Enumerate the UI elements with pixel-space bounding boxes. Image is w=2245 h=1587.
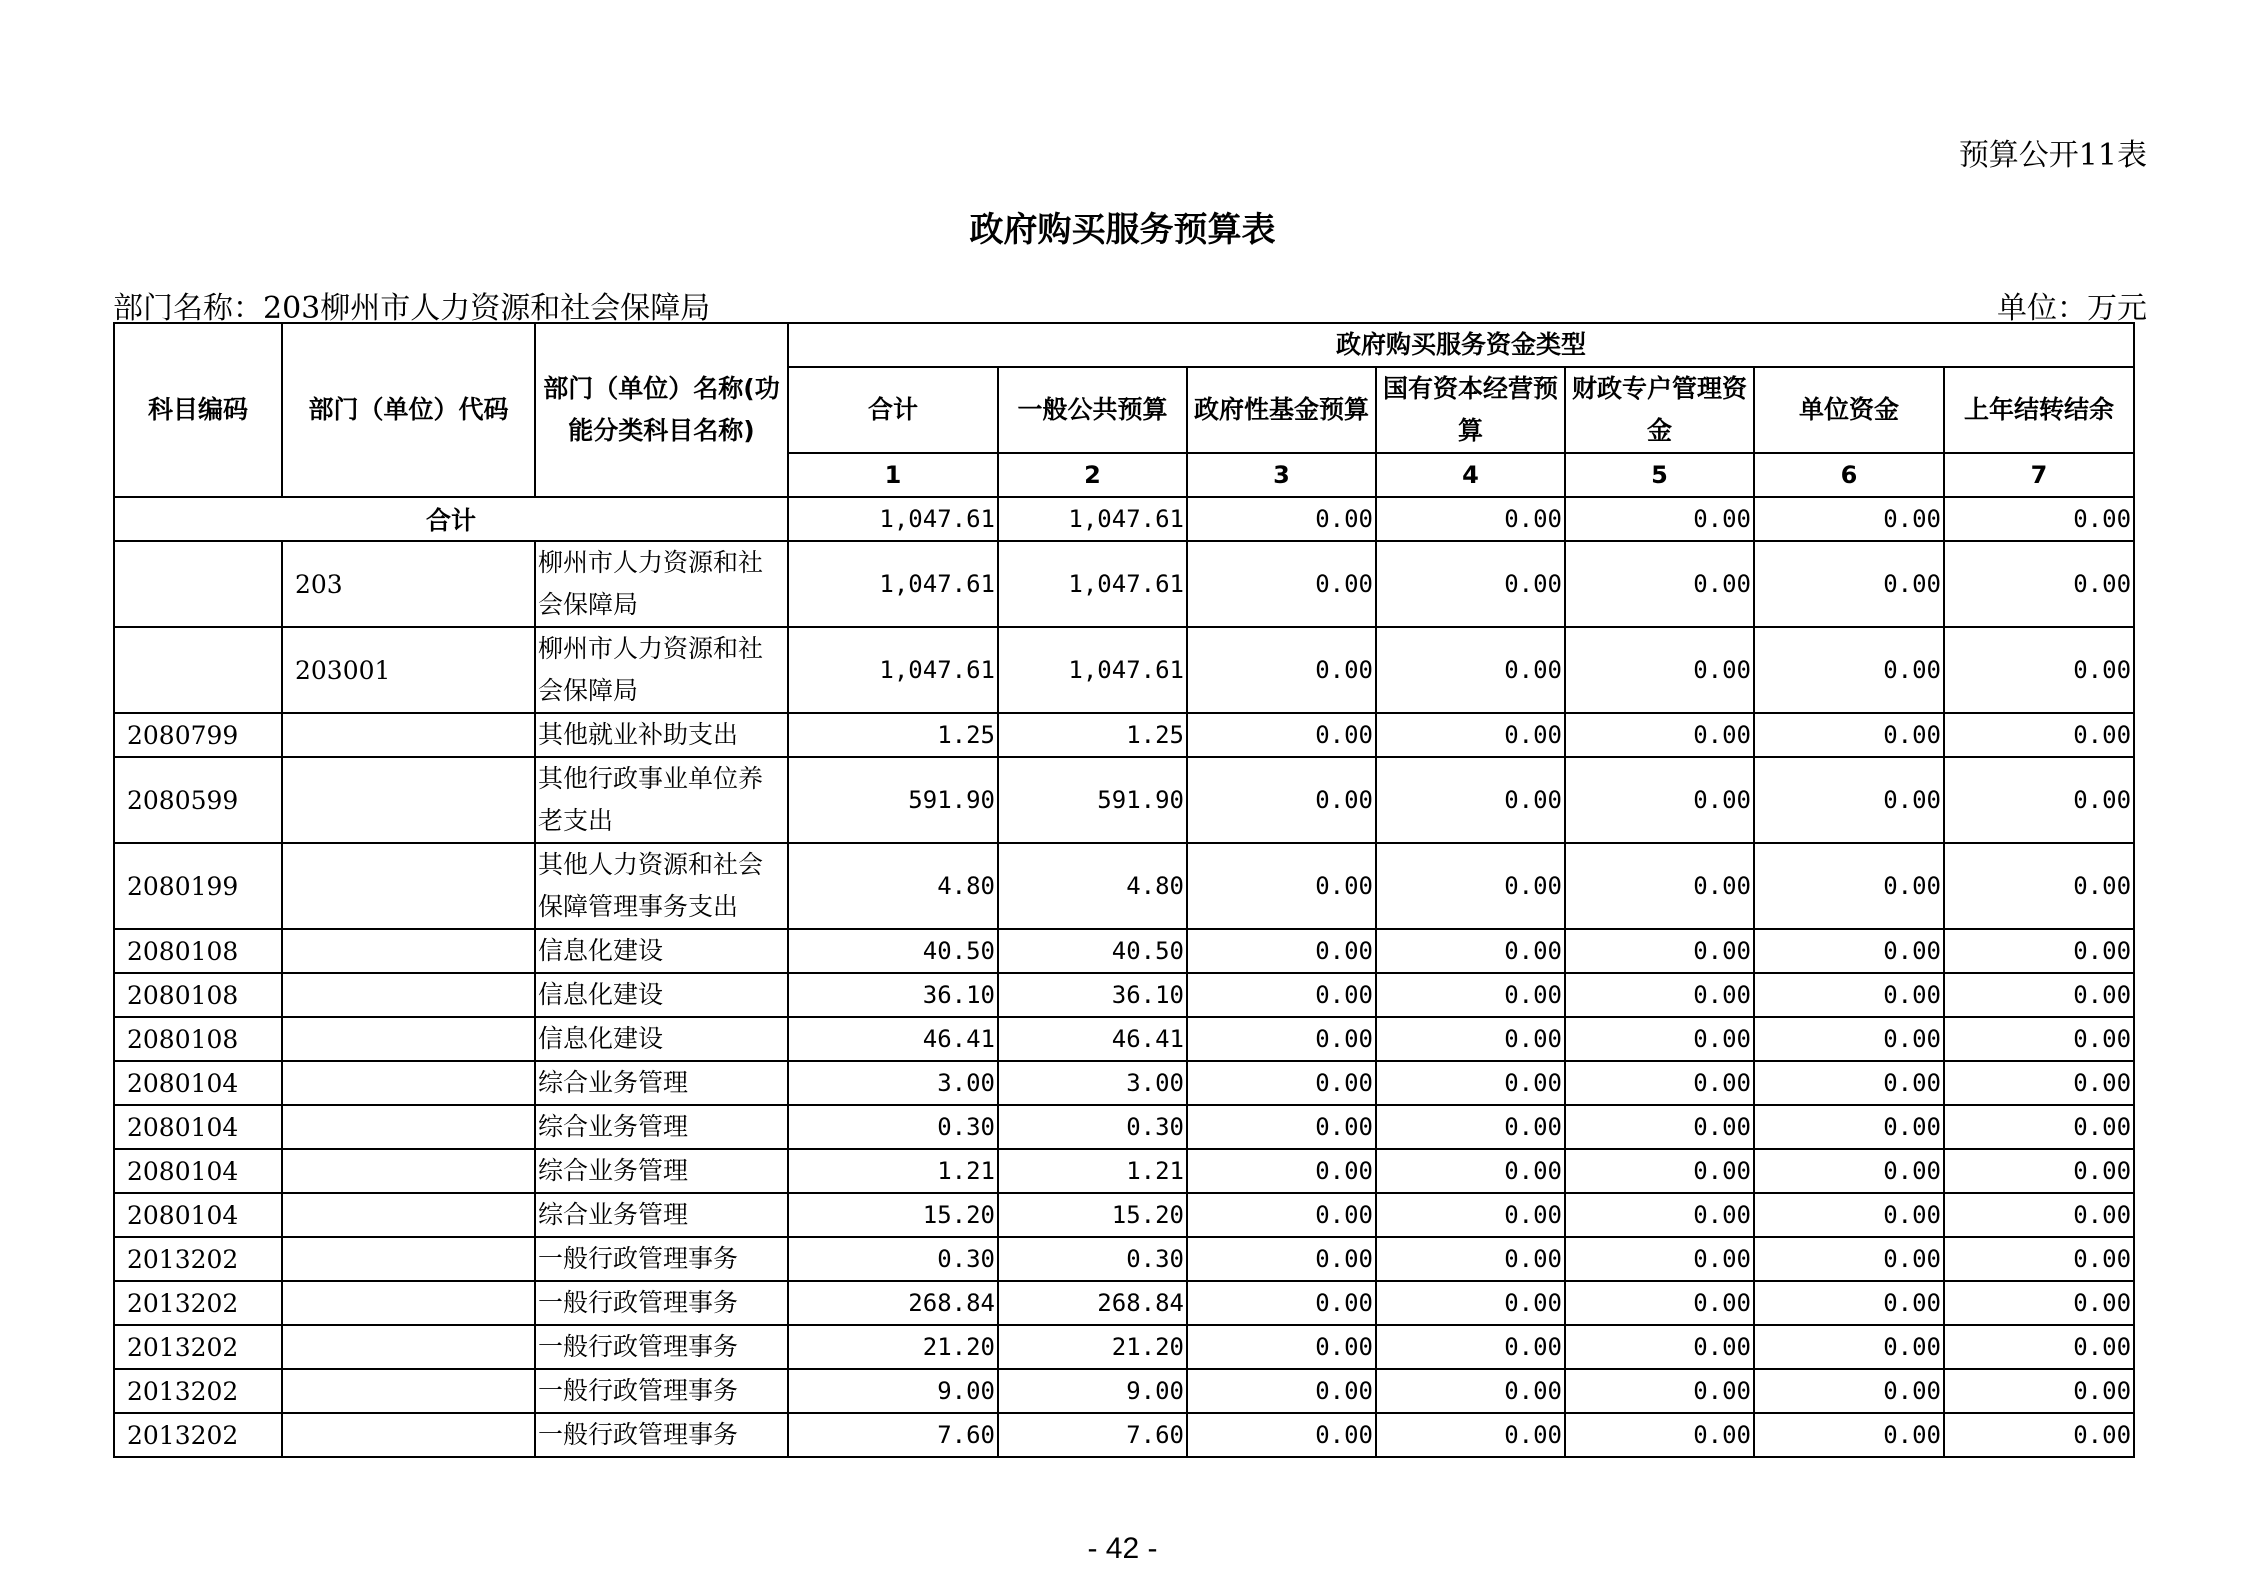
amount-cell: 0.00 xyxy=(1376,713,1565,757)
subject-code-cell: 2080199 xyxy=(114,843,282,929)
budget-table xyxy=(113,322,2135,1458)
total-value: 0.00 xyxy=(1754,497,1944,541)
dept-code-cell xyxy=(282,1193,535,1237)
dept-code-cell xyxy=(282,713,535,757)
amount-cell: 0.00 xyxy=(1944,1061,2134,1105)
amount-cell: 0.00 xyxy=(1376,1149,1565,1193)
amount-cell: 9.00 xyxy=(998,1369,1187,1413)
amount-cell: 1.25 xyxy=(788,713,998,757)
dept-code-cell xyxy=(282,973,535,1017)
subject-code-cell: 2080799 xyxy=(114,713,282,757)
amount-cell: 0.00 xyxy=(1376,1061,1565,1105)
amount-cell: 0.00 xyxy=(1944,1325,2134,1369)
amount-cell: 0.00 xyxy=(1376,1105,1565,1149)
subject-code-cell: 2013202 xyxy=(114,1325,282,1369)
amount-cell: 0.00 xyxy=(1754,1193,1944,1237)
amount-cell: 0.00 xyxy=(1376,1237,1565,1281)
header-dept-name: 部门（单位）名称(功能分类科目名称) xyxy=(535,323,788,497)
total-value: 0.00 xyxy=(1376,497,1565,541)
amount-cell: 1.21 xyxy=(998,1149,1187,1193)
amount-cell: 21.20 xyxy=(998,1325,1187,1369)
dept-name-cell: 一般行政管理事务 xyxy=(535,1325,788,1369)
amount-cell: 0.00 xyxy=(1187,1281,1376,1325)
amount-cell: 0.30 xyxy=(788,1237,998,1281)
subject-code-cell: 2080104 xyxy=(114,1149,282,1193)
header-col-number: 5 xyxy=(1565,453,1754,497)
table-row xyxy=(114,1281,2134,1325)
amount-cell: 0.00 xyxy=(1187,1149,1376,1193)
dept-name-cell: 其他就业补助支出 xyxy=(535,713,788,757)
amount-cell: 0.00 xyxy=(1376,843,1565,929)
amount-cell: 0.00 xyxy=(1944,1193,2134,1237)
subject-code-cell: 2080108 xyxy=(114,929,282,973)
table-row xyxy=(114,1061,2134,1105)
table-row xyxy=(114,843,2134,929)
amount-cell: 0.00 xyxy=(1376,757,1565,843)
amount-cell: 0.00 xyxy=(1944,1105,2134,1149)
subject-code-cell xyxy=(114,627,282,713)
amount-cell: 4.80 xyxy=(788,843,998,929)
amount-cell: 0.00 xyxy=(1754,1237,1944,1281)
amount-cell: 0.00 xyxy=(1754,1017,1944,1061)
dept-name-cell: 综合业务管理 xyxy=(535,1105,788,1149)
subject-code-cell: 2080104 xyxy=(114,1061,282,1105)
subject-code-cell: 2080599 xyxy=(114,757,282,843)
amount-cell: 0.00 xyxy=(1944,713,2134,757)
subject-code-cell: 2013202 xyxy=(114,1281,282,1325)
subject-code-cell: 2013202 xyxy=(114,1413,282,1457)
total-row xyxy=(114,497,2134,541)
amount-cell: 0.00 xyxy=(1565,1369,1754,1413)
table-row xyxy=(114,757,2134,843)
amount-cell: 0.00 xyxy=(1187,541,1376,627)
dept-code-cell xyxy=(282,1325,535,1369)
amount-cell: 36.10 xyxy=(788,973,998,1017)
amount-cell: 0.00 xyxy=(1187,973,1376,1017)
amount-cell: 0.00 xyxy=(1754,973,1944,1017)
header-col-unit-funds: 单位资金 xyxy=(1754,367,1944,453)
amount-cell: 0.00 xyxy=(1565,1105,1754,1149)
header-col-number: 4 xyxy=(1376,453,1565,497)
table-row xyxy=(114,1017,2134,1061)
amount-cell: 0.00 xyxy=(1754,1061,1944,1105)
amount-cell: 0.00 xyxy=(1187,1413,1376,1457)
amount-cell: 0.00 xyxy=(1376,541,1565,627)
table-number: 预算公开11表 xyxy=(1958,138,2147,173)
amount-cell: 0.00 xyxy=(1187,1325,1376,1369)
table-row xyxy=(114,1105,2134,1149)
amount-cell: 0.00 xyxy=(1565,757,1754,843)
header-subject-code: 科目编码 xyxy=(114,323,282,497)
total-value: 1,047.61 xyxy=(998,497,1187,541)
dept-name-cell: 综合业务管理 xyxy=(535,1061,788,1105)
amount-cell: 0.00 xyxy=(1376,1325,1565,1369)
amount-cell: 0.00 xyxy=(1376,973,1565,1017)
amount-cell: 0.00 xyxy=(1565,973,1754,1017)
amount-cell: 0.00 xyxy=(1944,1237,2134,1281)
amount-cell: 0.00 xyxy=(1944,541,2134,627)
header-col-total: 合计 xyxy=(788,367,998,453)
header-col-general-budget: 一般公共预算 xyxy=(998,367,1187,453)
amount-cell: 0.00 xyxy=(1944,929,2134,973)
dept-name-cell: 一般行政管理事务 xyxy=(535,1281,788,1325)
dept-name-cell: 一般行政管理事务 xyxy=(535,1369,788,1413)
amount-cell: 1.25 xyxy=(998,713,1187,757)
amount-cell: 0.00 xyxy=(1565,1149,1754,1193)
amount-cell: 0.00 xyxy=(1376,1193,1565,1237)
dept-code-cell xyxy=(282,1105,535,1149)
amount-cell: 0.00 xyxy=(1944,1149,2134,1193)
amount-cell: 0.00 xyxy=(1754,541,1944,627)
amount-cell: 0.00 xyxy=(1187,843,1376,929)
total-value: 1,047.61 xyxy=(788,497,998,541)
dept-name-cell: 信息化建设 xyxy=(535,973,788,1017)
amount-cell: 0.00 xyxy=(1754,757,1944,843)
amount-cell: 0.00 xyxy=(1187,1017,1376,1061)
amount-cell: 0.00 xyxy=(1754,1105,1944,1149)
page-title: 政府购买服务预算表 xyxy=(969,210,1276,250)
amount-cell: 0.00 xyxy=(1376,929,1565,973)
dept-name-cell: 综合业务管理 xyxy=(535,1149,788,1193)
amount-cell: 7.60 xyxy=(788,1413,998,1457)
amount-cell: 0.00 xyxy=(1944,1281,2134,1325)
amount-cell: 0.00 xyxy=(1565,843,1754,929)
amount-cell: 0.00 xyxy=(1187,757,1376,843)
amount-cell: 0.00 xyxy=(1187,1237,1376,1281)
amount-cell: 0.00 xyxy=(1187,1193,1376,1237)
total-value: 0.00 xyxy=(1944,497,2134,541)
dept-name-cell: 其他行政事业单位养老支出 xyxy=(535,757,788,843)
dept-code-cell xyxy=(282,1281,535,1325)
header-col-number: 2 xyxy=(998,453,1187,497)
amount-cell: 0.00 xyxy=(1754,929,1944,973)
table-row xyxy=(114,1325,2134,1369)
header-col-number: 6 xyxy=(1754,453,1944,497)
amount-cell: 1.21 xyxy=(788,1149,998,1193)
amount-cell: 0.00 xyxy=(1754,843,1944,929)
subject-code-cell: 2080108 xyxy=(114,973,282,1017)
header-col-number: 1 xyxy=(788,453,998,497)
amount-cell: 0.00 xyxy=(1376,1413,1565,1457)
amount-cell: 0.00 xyxy=(1565,1413,1754,1457)
amount-cell: 0.00 xyxy=(1376,627,1565,713)
dept-name-cell: 柳州市人力资源和社会保障局 xyxy=(535,541,788,627)
amount-cell: 0.00 xyxy=(1944,973,2134,1017)
total-value: 0.00 xyxy=(1187,497,1376,541)
table-row xyxy=(114,627,2134,713)
subject-code-cell: 2013202 xyxy=(114,1369,282,1413)
amount-cell: 0.30 xyxy=(788,1105,998,1149)
amount-cell: 0.00 xyxy=(1565,713,1754,757)
amount-cell: 0.00 xyxy=(1754,1149,1944,1193)
amount-cell: 0.00 xyxy=(1944,1413,2134,1457)
amount-cell: 0.00 xyxy=(1754,1281,1944,1325)
dept-name-cell: 综合业务管理 xyxy=(535,1193,788,1237)
amount-cell: 40.50 xyxy=(788,929,998,973)
amount-cell: 3.00 xyxy=(788,1061,998,1105)
amount-cell: 0.00 xyxy=(1944,757,2134,843)
amount-cell: 15.20 xyxy=(998,1193,1187,1237)
table-row xyxy=(114,1193,2134,1237)
subject-code-cell: 2080108 xyxy=(114,1017,282,1061)
amount-cell: 0.00 xyxy=(1376,1281,1565,1325)
dept-name-cell: 一般行政管理事务 xyxy=(535,1413,788,1457)
amount-cell: 0.30 xyxy=(998,1105,1187,1149)
amount-cell: 9.00 xyxy=(788,1369,998,1413)
dept-code-cell xyxy=(282,1149,535,1193)
amount-cell: 0.00 xyxy=(1187,713,1376,757)
dept-code-cell xyxy=(282,1369,535,1413)
amount-cell: 0.00 xyxy=(1187,627,1376,713)
dept-name-cell: 一般行政管理事务 xyxy=(535,1237,788,1281)
amount-cell: 0.00 xyxy=(1565,541,1754,627)
dept-name-cell: 信息化建设 xyxy=(535,1017,788,1061)
department-label: 部门名称：203柳州市人力资源和社会保障局 xyxy=(113,291,711,326)
amount-cell: 0.00 xyxy=(1187,1369,1376,1413)
amount-cell: 3.00 xyxy=(998,1061,1187,1105)
amount-cell: 0.00 xyxy=(1754,713,1944,757)
dept-code-cell xyxy=(282,757,535,843)
amount-cell: 0.00 xyxy=(1565,1281,1754,1325)
table-row xyxy=(114,973,2134,1017)
amount-cell: 0.00 xyxy=(1187,929,1376,973)
amount-cell: 0.00 xyxy=(1944,1017,2134,1061)
amount-cell: 40.50 xyxy=(998,929,1187,973)
dept-name-cell: 信息化建设 xyxy=(535,929,788,973)
table-row xyxy=(114,1413,2134,1457)
subject-code-cell: 2013202 xyxy=(114,1237,282,1281)
amount-cell: 0.00 xyxy=(1565,1193,1754,1237)
amount-cell: 1,047.61 xyxy=(998,541,1187,627)
amount-cell: 46.41 xyxy=(788,1017,998,1061)
subject-code-cell xyxy=(114,541,282,627)
amount-cell: 1,047.61 xyxy=(998,627,1187,713)
amount-cell: 0.00 xyxy=(1187,1105,1376,1149)
table-row xyxy=(114,1149,2134,1193)
amount-cell: 0.00 xyxy=(1754,627,1944,713)
unit-label: 单位：万元 xyxy=(1997,291,2147,326)
header-col-special-account: 财政专户管理资金 xyxy=(1565,367,1754,453)
amount-cell: 268.84 xyxy=(998,1281,1187,1325)
amount-cell: 0.30 xyxy=(998,1237,1187,1281)
amount-cell: 0.00 xyxy=(1565,1325,1754,1369)
table-row xyxy=(114,929,2134,973)
dept-name-cell: 柳州市人力资源和社会保障局 xyxy=(535,627,788,713)
amount-cell: 15.20 xyxy=(788,1193,998,1237)
amount-cell: 1,047.61 xyxy=(788,627,998,713)
dept-code-cell xyxy=(282,929,535,973)
amount-cell: 0.00 xyxy=(1376,1369,1565,1413)
amount-cell: 268.84 xyxy=(788,1281,998,1325)
amount-cell: 0.00 xyxy=(1944,1369,2134,1413)
amount-cell: 0.00 xyxy=(1754,1325,1944,1369)
amount-cell: 0.00 xyxy=(1565,627,1754,713)
header-col-carryover: 上年结转结余 xyxy=(1944,367,2134,453)
subject-code-cell: 2080104 xyxy=(114,1105,282,1149)
amount-cell: 0.00 xyxy=(1565,1061,1754,1105)
header-col-state-capital: 国有资本经营预算 xyxy=(1376,367,1565,453)
table-row xyxy=(114,1369,2134,1413)
dept-code-cell xyxy=(282,1017,535,1061)
amount-cell: 46.41 xyxy=(998,1017,1187,1061)
dept-code-cell xyxy=(282,1237,535,1281)
amount-cell: 0.00 xyxy=(1754,1369,1944,1413)
amount-cell: 0.00 xyxy=(1376,1017,1565,1061)
header-col-number: 3 xyxy=(1187,453,1376,497)
amount-cell: 1,047.61 xyxy=(788,541,998,627)
table-row xyxy=(114,713,2134,757)
table-row xyxy=(114,541,2134,627)
header-col-number: 7 xyxy=(1944,453,2134,497)
total-value: 0.00 xyxy=(1565,497,1754,541)
table-row xyxy=(114,1237,2134,1281)
header-dept-code: 部门（单位）代码 xyxy=(282,323,535,497)
amount-cell: 7.60 xyxy=(998,1413,1187,1457)
amount-cell: 4.80 xyxy=(998,843,1187,929)
amount-cell: 0.00 xyxy=(1187,1061,1376,1105)
dept-code-cell xyxy=(282,1413,535,1457)
amount-cell: 36.10 xyxy=(998,973,1187,1017)
subject-code-cell: 2080104 xyxy=(114,1193,282,1237)
amount-cell: 21.20 xyxy=(788,1325,998,1369)
amount-cell: 591.90 xyxy=(788,757,998,843)
dept-name-cell: 其他人力资源和社会保障管理事务支出 xyxy=(535,843,788,929)
dept-code-cell: 203 xyxy=(282,541,535,627)
dept-code-cell: 203001 xyxy=(282,627,535,713)
amount-cell: 0.00 xyxy=(1944,843,2134,929)
amount-cell: 0.00 xyxy=(1565,929,1754,973)
total-label: 合计 xyxy=(114,497,788,541)
amount-cell: 0.00 xyxy=(1944,627,2134,713)
amount-cell: 0.00 xyxy=(1565,1017,1754,1061)
amount-cell: 591.90 xyxy=(998,757,1187,843)
dept-code-cell xyxy=(282,843,535,929)
amount-cell: 0.00 xyxy=(1754,1413,1944,1457)
amount-cell: 0.00 xyxy=(1565,1237,1754,1281)
header-col-gov-fund: 政府性基金预算 xyxy=(1187,367,1376,453)
dept-code-cell xyxy=(282,1061,535,1105)
header-fund-type: 政府购买服务资金类型 xyxy=(788,323,2134,367)
page-number: - 42 - xyxy=(1087,1532,1158,1565)
